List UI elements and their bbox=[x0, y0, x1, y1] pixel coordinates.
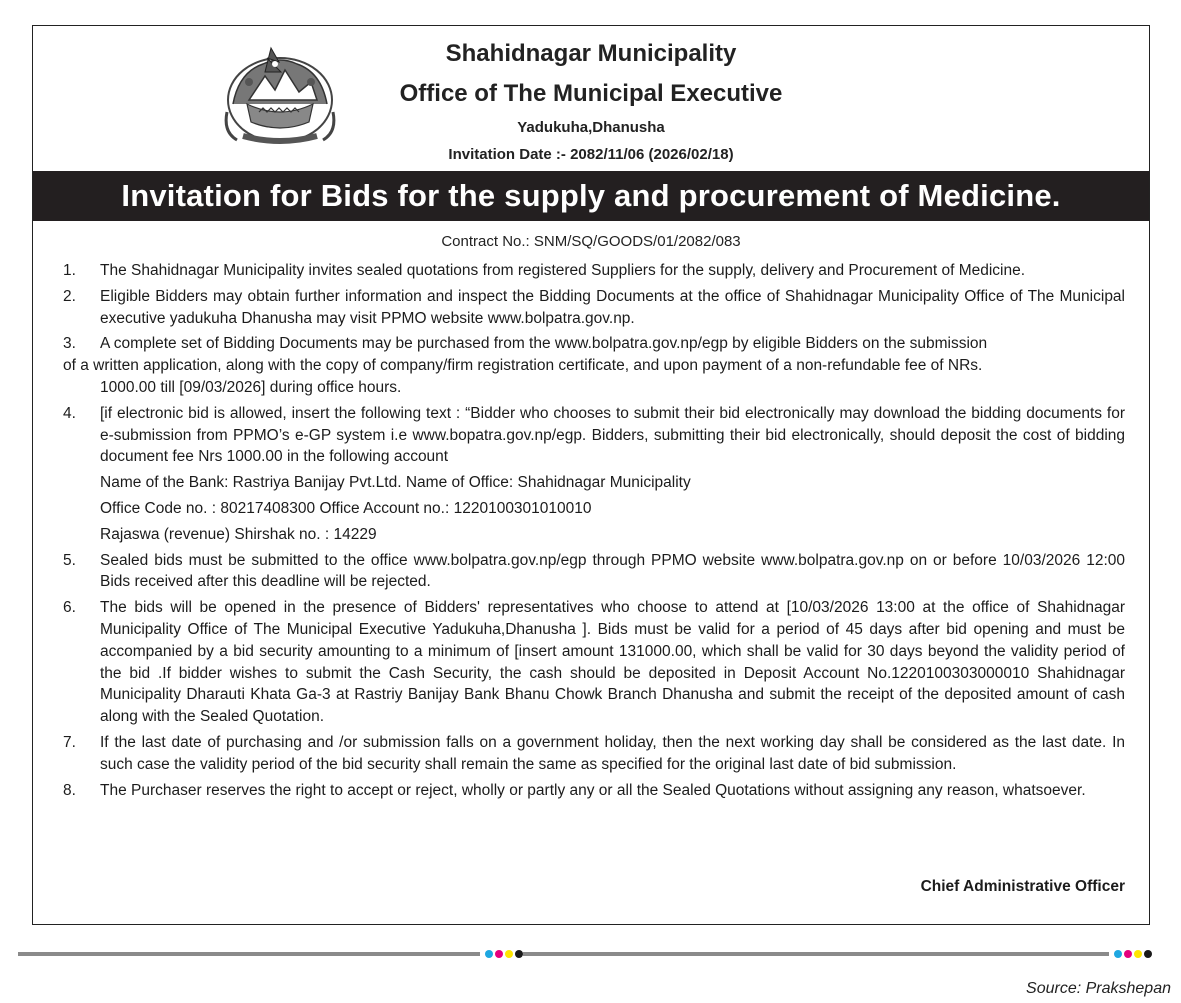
item-number: 1. bbox=[63, 262, 76, 279]
cyan-dot-icon bbox=[485, 950, 493, 958]
office-name: Office of The Municipal Executive bbox=[399, 80, 783, 107]
item-text-continued: of a written application, along with the copy of company/firm registration certificate, and upon payment of a non-refundable fee of NRs. bbox=[63, 357, 983, 375]
item-list bbox=[59, 260, 1125, 805]
black-dot-icon bbox=[515, 950, 523, 958]
location: Yadukuha,Dhanusha bbox=[517, 119, 665, 136]
item-number: 2. bbox=[63, 287, 76, 305]
item-text: If the last date of purchasing and /or submission falls on a government holiday, then the next working day shall be considered as the last date. In such case the validity period of the bid security shall remain the same as specified for the original last date of bid submission. bbox=[100, 733, 1125, 773]
org-name: Shahidnagar Municipality bbox=[445, 40, 737, 67]
footer-bar-right bbox=[523, 952, 1109, 956]
revenue-heading: Rajaswa (revenue) Shirshak no. : 14229 bbox=[100, 525, 377, 543]
item-text: [if electronic bid is allowed, insert the following text : “Bidder who chooses to submit their bid electronically may download the bidding documents for e-submission from PPMO’s e-GP system i.e www.bopatra.gov.np/egp. Bidders, submitting their bid electronically, should deposit the cost of bidding document fee Nrs 1000.00 in the following account bbox=[100, 404, 1125, 466]
item-number: 8. bbox=[63, 781, 76, 799]
item-number: 6. bbox=[63, 599, 76, 617]
item-text: The Purchaser reserves the right to accept or reject, wholly or partly any or all the Sealed Quotations without assigning any reason, whatsoever. bbox=[100, 781, 1086, 799]
bank-details: Name of the Bank: Rastriya Banijay Pvt.Ltd. Name of Office: Shahidnagar Municipality bbox=[100, 474, 691, 492]
office-code: Office Code no. : 80217408300 Office Account no.: 1220100301010010 bbox=[100, 499, 592, 517]
list-item bbox=[59, 780, 1125, 802]
magenta-dot-icon bbox=[1124, 950, 1132, 958]
item-number: 3. bbox=[63, 335, 76, 353]
list-item bbox=[59, 260, 1125, 282]
title-banner: Invitation for Bids for the supply and procurement of Medicine. bbox=[33, 171, 1149, 221]
list-item bbox=[59, 550, 1125, 594]
yellow-dot-icon bbox=[1134, 950, 1142, 958]
magenta-dot-icon bbox=[495, 950, 503, 958]
item-text: Eligible Bidders may obtain further information and inspect the Bidding Documents at the office of Shahidnagar Municipality Office of The Municipal executive yadukuha Dhanusha may visit PPMO website www.bolpatra.gov.np. bbox=[100, 287, 1125, 327]
footer-bar-left bbox=[18, 952, 480, 956]
item-number: 7. bbox=[63, 733, 76, 751]
item-number: 4. bbox=[63, 404, 76, 422]
invitation-date bbox=[33, 146, 1149, 163]
signature: Chief Administrative Officer bbox=[920, 878, 1125, 895]
item-number: 5. bbox=[63, 551, 76, 569]
list-item bbox=[59, 597, 1125, 728]
item-text-continued: 1000.00 till [09/03/2026] during office hours. bbox=[100, 378, 402, 396]
list-item bbox=[59, 286, 1125, 330]
contract-number: Contract No.: SNM/SQ/GOODS/01/2082/083 bbox=[441, 233, 741, 250]
item-text: The Shahidnagar Municipality invites sealed quotations from registered Suppliers for the supply, delivery and Procurement of Medicine. bbox=[100, 262, 1026, 279]
invitation-date-text: Invitation Date :- 2082/11/06 (2026/02/18) bbox=[448, 146, 734, 163]
black-dot-icon bbox=[1144, 950, 1152, 958]
cyan-dot-icon bbox=[1114, 950, 1122, 958]
yellow-dot-icon bbox=[505, 950, 513, 958]
source-credit: Source: Prakshepan bbox=[1026, 980, 1171, 997]
item-text: A complete set of Bidding Documents may be purchased from the www.bolpatra.gov.np/egp by eligible Bidders on the submission bbox=[100, 335, 988, 353]
item-text: The bids will be opened in the presence of Bidders' representatives who choose to attend at [10/03/2026 13:00 at the office of Shahidnagar Municipality Office of The Municipal Executive Yadukuha,Dhanusha ]. Bids must be valid for a period of 45 days after bid opening and must be accompanied by a bid security amounting to a minimum of [insert amount 131000.00, which shall be valid for 30 days beyond the validity period of the bid .If bidder wishes to submit the Cash Security, the cash should be deposited in Deposit Account No.1220100303000010 Shahidnagar Municipality Dharauti Khata Ga-3 at Rastriy Banijay Bank Bhanu Chowk Branch Dhanusha and submit the receipt of the deposited amount of cash along with the Sealed Quotation. bbox=[100, 599, 1125, 726]
footer-bars bbox=[18, 948, 1158, 962]
list-item bbox=[59, 403, 1125, 546]
list-item bbox=[59, 333, 1125, 398]
list-item bbox=[59, 732, 1125, 776]
item-text: Sealed bids must be submitted to the office www.bolpatra.gov.np/egp through PPMO website www.bolpatra.gov.np on or before 10/03/2026 12:00 Bids received after this deadline will be rejected. bbox=[100, 551, 1125, 591]
bid-notice bbox=[32, 25, 1150, 925]
